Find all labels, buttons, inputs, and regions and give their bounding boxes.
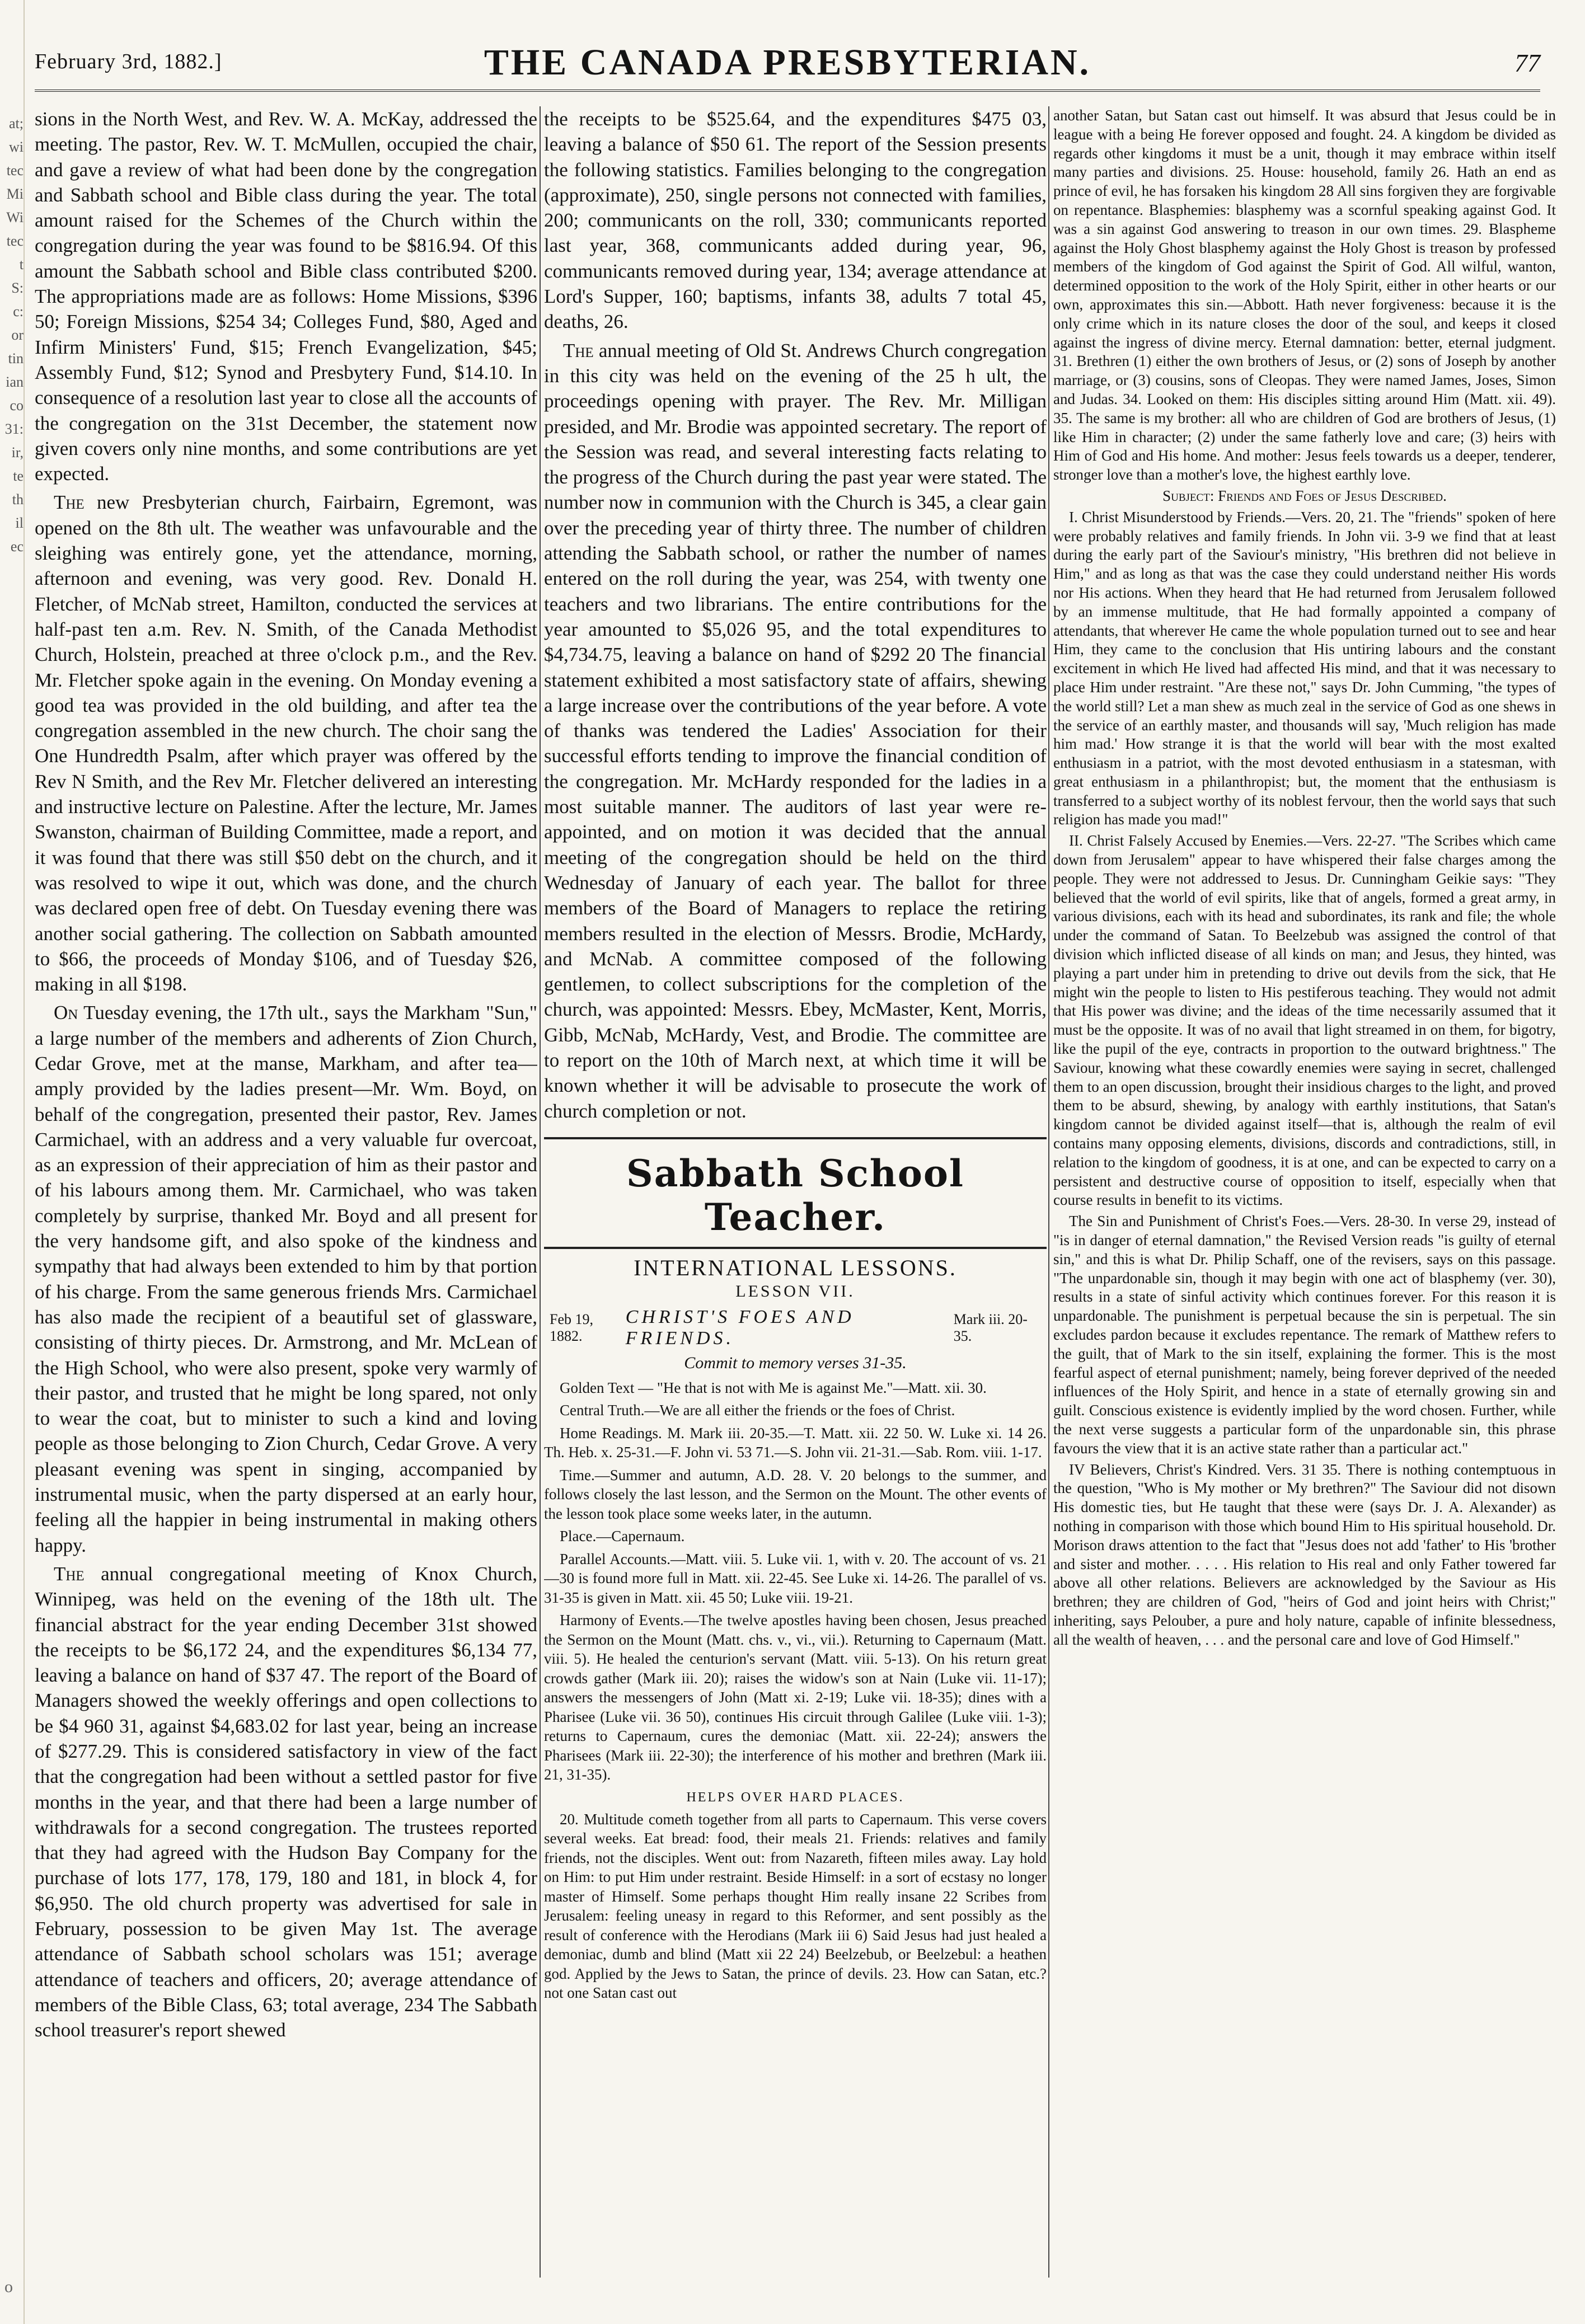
gutter-fragment: at; — [9, 115, 24, 132]
gutter-fragment: c: — [13, 303, 24, 320]
masthead-title: THE CANADA PRESBYTERIAN. — [484, 42, 1091, 83]
paragraph-text: new Presbyterian church, Fairbairn, Egremont, was opened on the 8th ult. The weather was unfavourable and the sleighing was entirely gone, yet the attendance, morning, afternoon and evening, was very good. Rev. Donald H. Fletcher, of McNab street, Hamilton, conducted the services at half-past ten a.m. Rev. N. Smith, of the Canada Methodist Church, Holstein, preached at three o'clock p.m., and the Rev. Mr. Fletcher spoke again in the evening. On Monday evening a good tea was provided in the old building, and after tea the congregation assembled in the new church. The choir sang the One Hundredth Psalm, after which prayer was offered by the Rev N Smith, and the Rev Mr. Fletcher delivered an interesting and instructive lecture on Palestine. After the lecture, Mr. James Swanston, chairman of Building Committee, made a report, and it was found that there was still $50 debt on the church, and it was resolved to wipe it out, which was done, and the church was declared open free of debt. On Tuesday evening there was another social gathering. The collection on Sabbath amounted to $66, the proceeds of Monday $106, and of Tuesday $26, making in all $198. — [35, 491, 537, 996]
column-1 — [35, 106, 537, 2289]
verse-notes-continued: another Satan, but Satan cast out himself. It was absurd that Jesus could be in league with a being He forever opposed and fought. 24. A kingdom be divided as regards other kingdoms it must be a unit, though it may embrace within itself many parties and divisions. 25. House: household, family 26. Hath an end as prince of evil, he has forsaken his kingdom 28 All sins forgiven they are forgivable on repentance. Blasphemies: blasphemy was a scornful speaking against God. It was a sin against God answering to treason in our own times. 29. Blaspheme against the Holy Ghost blasphemy against the Holy Ghost is treason by professed members of the kingdom of God against the Spirit of God. All wilful, wanton, determined opposition to the work of the Holy Spirit, either in other hearts or our own, approximates this sin.—Abbott. Hath never forgiveness: because it is the only crime which in its nature closes the door of the soul, and keeps it closed against the ingress of divine mercy. Eternal damnation: better, eternal judgment. 31. Brethren (1) either the own brothers of Jesus, or (2) sons of Joseph by another marriage, or (3) cousins, sons of Cleopas. They were named James, Joses, Simon and Judas. 34. Looked on them: His disciples sitting around Him (Matt. xii. 49). 35. The same is my brother: all who are children of God are brothers of Jesus, (1) like Him in character; (2) under the same fatherly love and care; (3) heirs with Him of God and His home. And mother: Jesus feels towards us a deeper, tenderer, stronger love than a mother's love, the highest earthly love. — [1053, 107, 1556, 483]
gutter-fragment: tec — [6, 162, 24, 179]
gutter-fragment: il — [15, 515, 24, 531]
paragraph-text: annual meeting of Old St. Andrews Church congregation in this city was held on the evening of the 25 h ult, the proceedings opening with prayer. The Rev. Mr. Milligan presided, and Mr. Brodie was appointed secretary. The report of the Session was read, and several interesting facts relating to the progress of the Church during the past year were stated. The number now in communion with the Church is 345, a clear gain over the preceding year of thirty three. The number of children attending the Sabbath school, or rather the number of names entered on the roll during the year, was 254, with twenty one teachers and two librarians. The entire contributions for the year amounted to $5,026 95, and the total expenditures to $4,734.75, leaving a balance on hand of $292 20 The financial statement exhibited a most satisfactory state of affairs, shewing a large increase over the contributions of the year before. A vote of thanks was tendered the Ladies' Association for their successful efforts tending to improve the financial condition of the congregation. Mr. McHardy responded for the ladies in a most suitable manner. The auditors of last year were re-appointed, and on motion it was decided that the annual meeting of the congregation should be held on the third Wednesday of January of each year. The ballot for three members of the Board of Managers to replace the retiring members resulted in the election of Messrs. Brodie, McHardy, and McNab. A committee composed of the following gentlemen, to collect subscriptions for the completion of the church, was appointed: Messrs. Ebey, McMaster, Kent, Morris, Gibb, McNab, McHardy, Vest, and Brodie. The committee are to report on the 10th of March next, at which time it will be known whether it will be advisable to prosecute the work of church completion or not. — [544, 339, 1047, 1122]
article-paragraph — [35, 1561, 537, 2043]
article-paragraph: sions in the North West, and Rev. W. A. McKay, addressed the meeting. The pastor, Rev. W. T. McMullen, occupied the chair, and gave a review of what had been done by the congregation and Sabbath school and Bible class during the year. The total amount raised for the Schemes of the Church within the congregation during the year was found to be $816.94. Of this amount the Sabbath school and Bible class contributed $200. The appropriations made are as follows: Home Missions, $396 50; Foreign Missions, $254 34; Colleges Fund, $80, Aged and Infirm Ministers' Fund, $15; French Evangelization, $45; Assembly Fund, $12; Synod and Presbytery Fund, $14.10. In consequence of a resolution last year to close all the accounts of the congregation on the 31st December, the statement now given covers only nine months, and some contributions are yet expected. — [35, 108, 537, 485]
gutter-fragment: 31: — [4, 421, 24, 437]
gutter-fragment: te — [13, 468, 24, 484]
gutter-fragment: tec — [6, 233, 24, 249]
lesson-title-row — [544, 1307, 1047, 1349]
gutter-fragment: tin — [8, 350, 24, 367]
lesson-subject: Subject: Friends and Foes of Jesus Described. — [1162, 487, 1447, 504]
gutter-fragment: co — [10, 397, 24, 414]
gutter-fragment: Mi — [6, 186, 24, 202]
lesson-number: LESSON VII. — [735, 1281, 855, 1300]
article-paragraph — [544, 338, 1047, 1124]
lesson-title: CHRIST'S FOES AND FRIENDS. — [625, 1306, 855, 1349]
lead-word: The — [563, 339, 594, 361]
parallel-accounts: Parallel Accounts.—Matt. viii. 5. Luke vii. 1, with v. 20. The account of vs. 21—30 is found more full in Matt. xii. 22-45. See Luke xi. 14-26. The parallel of vs. 31-35 is given in Matt. xii. 45 50; Luke viii. 19-21. — [544, 1550, 1047, 1606]
lesson-section: I. Christ Misunderstood by Friends.—Vers. 20, 21. The "friends" spoken of here were probably relatives and family friends. In John vii. 3-9 we find that at least during the early part of the Saviour's ministry, "His brethren did not believe in Him," and as long as that was the case they could understand neither His words nor His actions. When they heard that He had returned from Jerusalem followed by an immense multitude, that He had formally appointed a company of attendants, that wherever He came the whole population turned out to see and hear Him, they came to the conclusion that His untiring labours and the constant excitement in which He lived had affected His mind, and that it was necessary to place Him under restraint. "Are these not," says Dr. John Cumming, "the types of the world still? Let a man shew as much zeal in the service of God as one shews in the service of an earthly master, and thousands will say, 'Much religion has made him mad.' How strange it is that the world will bear with the most exalted enthusiasm in a patriot, with the most devoted enthusiasm in a statesman, with great enthusiasm in a philanthropist; but, the moment that the enthusiasm is transferred to a subject worthy of its noblest fervour, then the world says that such religion has made you mad!" — [1053, 508, 1556, 828]
gutter-fragment: t — [19, 256, 24, 273]
lesson-date: Feb 19, 1882. — [550, 1311, 593, 1344]
central-truth: Central Truth.—We are all either the friends or the foes of Christ. — [560, 1402, 955, 1419]
memory-verses: Commit to memory verses 31-35. — [684, 1353, 907, 1372]
lesson-section: II. Christ Falsely Accused by Enemies.—Vers. 22-27. "The Scribes which came down from Jerusalem" appear to have whispered their false charges among the people. They were not addressed to Jesus. Dr. Cunningham Geikie says: "They believed that the world of evil spirits, like that of angels, formed a great army, in various divisions, each with its head and subordinates, its rank and file; the whole under the command of Satan. To Beelzebub was assigned the control of that division which inflicted disease of all kinds on man; and Jesus, they hinted, was playing a part under him in pretending to drive out devils from the sick, that He might win the people to listen to His pestiferous teaching. They would not admit that His power was divine; and the ideas of the time necessarily assumed that it must be the opposite. It was of no avail that light streamed in on them, for bigotry, like the pupil of the eye, contracts in proportion to the outward brightness." The Saviour, knowing what these cowardly enemies were saying in secret, challenged them to an open discussion, brought their insidious charges to the light, and proved them to be absurd, shewing, by analogy with earthly institutions, that Satan's kingdom cannot be divided against itself—that is, although the realm of evil contains many opposing elements, divisions, discords and contradictions, still, in relation to the kingdom of goodness, it is at one, and can be expected to carry on a persistent and destructive course of opposition to itself, especially when that course results in benefit to its victims. — [1053, 832, 1556, 1209]
home-readings: Home Readings. M. Mark iii. 20-35.—T. Matt. xii. 22 50. W. Luke xi. 14 26. Th. Heb. x. 25-31.—F. John vi. 53 71.—S. John vii. 21-31.—Sab. Rom. viii. 1-17. — [544, 1424, 1047, 1461]
page-number: 77 — [1514, 49, 1540, 77]
section-banner: Sabbath School Teacher. — [544, 1137, 1047, 1249]
lead-word: On — [54, 1002, 78, 1024]
article-paragraph — [35, 1000, 537, 1558]
lesson-reference: Mark iii. 20-35. — [953, 1311, 1028, 1344]
left-margin-gutter — [0, 0, 25, 2324]
paragraph-text: Tuesday evening, the 17th ult., says the Markham "Sun," a large number of the members and adherents of Zion Church, Cedar Grove, met at the manse, Markham, and after tea—amply provided by the ladies present—Mr. Wm. Boyd, on behalf of the congregation, presented their pastor, Rev. James Carmichael, with an address and a very valuable fur overcoat, as an expression of their appreciation of him as their pastor and of his labours among them. Mr. Carmichael, who was taken completely by surprise, thanked Mr. Boyd and all present for the very handsome gift, and also spoke of the kindness and sympathy that had always been extended to him by that portion of his charge. From the same generous friends Mrs. Carmichael has also made the recipient of a beautiful set of glassware, consisting of thirty pieces. Dr. Armstrong, and Mr. McLean of the High School, who were also present, spoke very warmly of their pastor, and trusted that he might be long spared, not only to wear the coat, but to minister to such a kind and loving people as those belonging to Zion Church, Cedar Grove. A very pleasant evening was spent in singing, accompanied by instrumental music, when the party dispersed at an early hour, feeling all the happier in being instrumental in making others happy. — [35, 1002, 537, 1556]
lead-word: The — [54, 1562, 85, 1585]
article-paragraph — [35, 490, 537, 997]
column-rule — [540, 106, 541, 2278]
lesson-section: The Sin and Punishment of Christ's Foes.—Vers. 28-30. In verse 29, instead of "is in danger of eternal damnation," the Revised Version reads "is guilty of eternal sin," and this is what Dr. Philip Schaff, one of the revisers, says on this passage. "The unpardonable sin, though it may begin with one act of blasphemy (ver. 30), results in a state of sinful activity which continues forever. For this reason it is unpardonable. The punishment is perpetual because the sin is perpetual. The sin excludes pardon because it excludes repentance. The remark of Matthew refers to the guilt, that of Mark to the sin itself, explaining the former. This is the most fearful aspect of eternal punishment; namely, being forever deprived of the needed influences of the Holy Spirit, and hence in a state of eternally growing sin and guilt. Conscious existence is evidently implied by the word chosen. Further, while the next verse suggests a particular form of the unpardonable sin, this phrase favours the view that it is an active state rather than a particular act." — [1053, 1213, 1556, 1457]
gutter-fragment: ec — [10, 538, 24, 555]
gutter-fragment: wi — [9, 139, 24, 155]
verse-notes: 20. Multitude cometh together from all parts to Capernaum. This verse covers several weeks. Eat bread: food, their meals 21. Friends: relatives and family friends, not the disciples. Went out: from Nazareth, fifteen miles away. Lay hold on Him: to put Him under restraint. Beside Himself: in a sort of ecstasy no longer master of Himself. Some perhaps thought Him really insane 22 Scribes from Jerusalem: feeling uneasy in regard to this Reformer, and sent possibly as the result of conference with the Herodians (Mark iii 6) Said Jesus had just healed a demoniac, dumb and blind (Matt xii 22 24) Beelzebub, or Beelzebul: a heathen god. Applied by the Jews to Satan, the prince of devils. 23. How can Satan, etc.? not one Satan cast out — [544, 1810, 1047, 2002]
international-lessons-heading: INTERNATIONAL LESSONS. — [634, 1255, 957, 1280]
page-header — [35, 39, 1540, 92]
paragraph-text: annual congregational meeting of Knox Church, Winnipeg, was held on the evening of the 18th ult. The financial abstract for the year ending December 31st showed the receipts to be $6,172 24, and the expenditures $6,134 77, leaving a balance on hand of $37 47. The report of the Board of Managers showed the weekly offerings and open collections to be $4 960 31, against $4,683.02 for last year, being an increase of $277.29. This is considered satisfactory in view of the fact that the congregation had been without a settled pastor for five months in the year, and that there had been a large number of withdrawals for a second congregation. The trustees reported that they had agreed with the Hudson Bay Company for the purchase of lots 177, 178, 179, 180 and 181, in block 4, for $6,950. The old church property was advertised for sale in February, possession to be given May 1st. The average attendance of Sabbath school scholars was 151; average attendance of teachers and officers, 20; average attendance of members of the Bible Class, 63; total average, 234 The Sabbath school treasurer's report shewed — [35, 1562, 537, 2041]
issue-date: February 3rd, 1882.] — [35, 50, 222, 73]
gutter-fragment: ir, — [11, 444, 24, 461]
gutter-fragment: th — [12, 491, 24, 508]
column-3 — [1053, 106, 1556, 2289]
column-rule — [1048, 106, 1049, 2278]
time-note: Time.—Summer and autumn, A.D. 28. V. 20 belongs to the summer, and follows closely the last lesson, and the Sermon on the Mount. The other events of the lesson took place some weeks later, in the autumn. — [544, 1466, 1047, 1522]
margin-mark: o — [4, 2278, 13, 2296]
helps-heading: HELPS OVER HARD PLACES. — [686, 1790, 904, 1805]
golden-text: Golden Text — "He that is not with Me is against Me."—Matt. xii. 30. — [560, 1379, 987, 1396]
harmony-of-events: Harmony of Events.—The twelve apostles having been chosen, Jesus preached the Sermon on the Mount (Matt. chs. v., vi., vii.). Returning to Capernaum (Matt. viii. 5). He healed the centurion's servant (Matt. viii. 5-13). On his return great crowds gather (Mark iii. 20); raises the widow's son at Nain (Luke vii. 11-17); answers the messengers of John (Matt xi. 2-19; Luke vii. 18-35); dines with a Pharisee (Luke vii. 36 50), continues His circuit through Galilee (Luke viii. 1-3); returns to Capernaum, cures the demoniac (Matt. xii. 22-24); answers the Pharisees (Mark iii. 22-30); the interference of his mother and brethren (Mark iii. 21, 31-35). — [544, 1612, 1047, 1783]
lesson-notes — [544, 1378, 1047, 2003]
article-paragraph: the receipts to be $525.64, and the expenditures $475 03, leaving a balance of $50 61. The report of the Session presents the following statistics. Families belonging to the congregation (approximate), 250, single persons not connected with families, 200; communicants on the roll, 330; communicants reported last year, 368, communicants added during year, 96, communicants removed during year, 134; average attendance at Lord's Supper, 160; baptisms, infants 38, adults 7 total 45, deaths, 26. — [544, 108, 1047, 333]
gutter-fragment: ian — [6, 374, 24, 390]
gutter-fragment: S: — [11, 280, 24, 296]
place-note: Place.—Capernaum. — [560, 1528, 685, 1545]
lesson-section: IV Believers, Christ's Kindred. Vers. 31 35. There is nothing contemptuous in the question, "Who is My mother or My brethren?" The Saviour did not disown His domestic ties, but He taught that these were (says Dr. J. A. Alexander) as nothing in comparison with those which bound Him to His spiritual household. Dr. Morison draws attention to the fact that "Jesus does not add 'father' to His 'brother and sister and mother. . . . . His relation to His real and only Father towered far above all other relations. Believers are acknowledged by the Saviour as His brethren; they are children of God, "heirs of God and joint heirs with Christ;" inheriting, says Pelouber, a pure and holy nature, capable of infinite blessedness, all the wealth of heaven, . . . and the personal care and love of God Himself." — [1053, 1461, 1556, 1648]
lead-word: The — [54, 491, 85, 514]
gutter-fragment: Wi — [6, 209, 24, 226]
gutter-fragment: or — [11, 327, 24, 343]
column-2 — [544, 106, 1047, 2289]
